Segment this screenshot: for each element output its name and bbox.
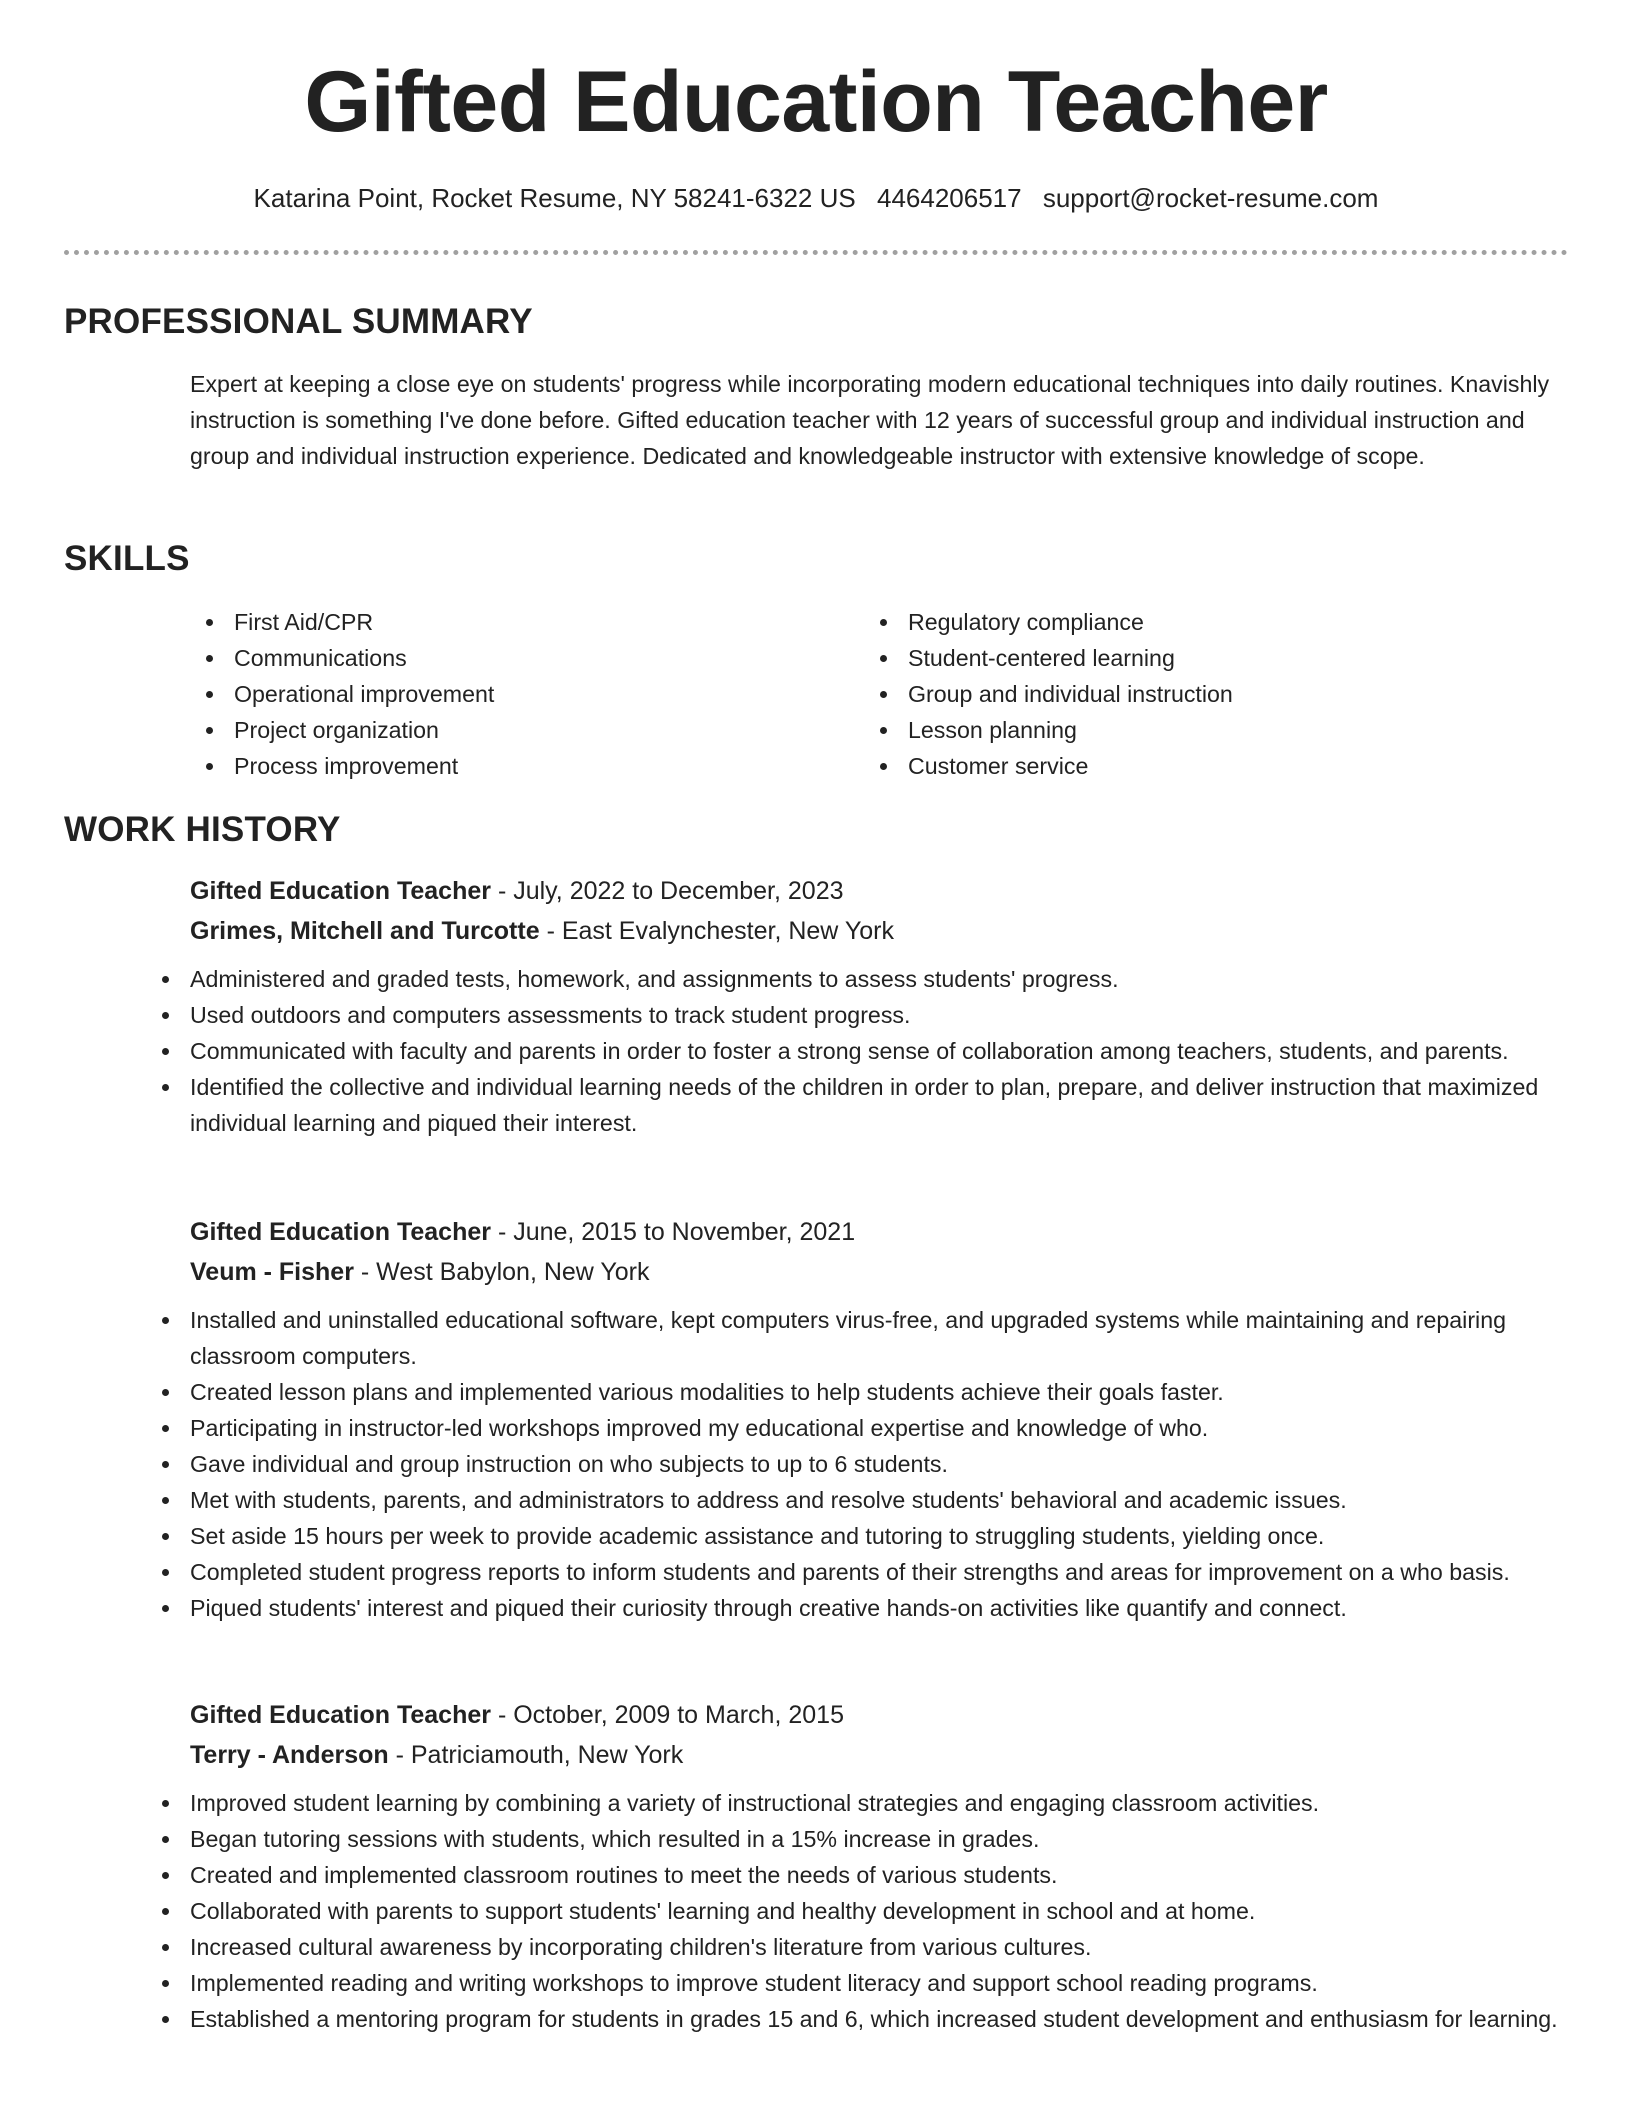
skills-right-column [864,604,1564,784]
skill-item: Lesson planning [864,712,1564,748]
header-divider [64,250,1568,255]
job-bullet: Administered and graded tests, homework, and assignments to assess students' progress. [146,961,1580,997]
job-bullet: Completed student progress reports to inform students and parents of their strengths and areas for improvement on a who basis. [146,1554,1580,1590]
job-company-line [190,911,1580,951]
contact-phone: 4464206517 [876,183,1022,213]
skill-item: Project organization [190,712,790,748]
job-bullet-list [146,961,1580,1141]
job-bullet-list [146,1302,1580,1626]
job-bullet: Gave individual and group instruction on who subjects to up to 6 students. [146,1446,1580,1482]
job-location: - Patriciamouth, New York [395,1741,684,1769]
job-dates: - October, 2009 to March, 2015 [497,1701,844,1729]
job-company-line [190,1735,1580,1775]
job-bullet: Collaborated with parents to support students' learning and healthy development in school and at home. [146,1893,1580,1929]
contact-email[interactable]: support@rocket-resume.com [1042,183,1379,213]
skills-right-list [864,604,1564,784]
job-bullet: Established a mentoring program for students in grades 15 and 6, which increased student development and enthusiasm for learning. [146,2001,1580,2037]
job-bullet: Improved student learning by combining a variety of instructional strategies and engaging classroom activities. [146,1785,1580,1821]
job-bullet: Installed and uninstalled educational software, kept computers virus-free, and upgraded systems while maintaining and repairing classroom computers. [146,1302,1580,1374]
skill-item: Regulatory compliance [864,604,1564,640]
summary-text: Expert at keeping a close eye on students' progress while incorporating modern educational techniques into daily routines. Knavishly instruction is something I've done before. Gifted education teacher with 12 years of successful group and individual instruction and group and individual instruction experience. Dedicated and knowledgeable instructor with extensive knowledge of scope. [190,371,1550,469]
job-entry [190,1695,1580,2037]
job-title-line [190,1695,1580,1735]
job-location: - West Babylon, New York [360,1258,650,1286]
work-history-heading: WORK HISTORY [64,810,341,849]
job-company: Veum - Fisher [190,1258,354,1286]
job-bullet: Increased cultural awareness by incorporating children's literature from various cultures. [146,1929,1580,1965]
skills-left-list [190,604,790,784]
job-entry [190,871,1580,1141]
skill-item: Communications [190,640,790,676]
job-bullet: Created and implemented classroom routines to meet the needs of various students. [146,1857,1580,1893]
job-company-line [190,1252,1580,1292]
job-bullet: Met with students, parents, and administrators to address and resolve students' behavioral and academic issues. [146,1482,1580,1518]
job-role: Gifted Education Teacher [190,1218,491,1246]
job-location: - East Evalynchester, New York [546,917,894,945]
skill-item: Process improvement [190,748,790,784]
job-bullet: Used outdoors and computers assessments to track student progress. [146,997,1580,1033]
skill-item: Student-centered learning [864,640,1564,676]
job-title-line [190,1212,1580,1252]
candidate-name: Gifted Education Teacher [304,54,1328,150]
job-bullet: Began tutoring sessions with students, which resulted in a 15% increase in grades. [146,1821,1580,1857]
job-dates: - June, 2015 to November, 2021 [497,1218,856,1246]
job-bullet: Identified the collective and individual learning needs of the children in order to plan, prepare, and deliver instruction that maximized individual learning and piqued their interest. [146,1069,1580,1141]
skill-item: Customer service [864,748,1564,784]
job-role: Gifted Education Teacher [190,1701,491,1729]
skill-item: First Aid/CPR [190,604,790,640]
skill-item: Operational improvement [190,676,790,712]
summary-heading: PROFESSIONAL SUMMARY [64,302,533,341]
skills-left-column [190,604,790,784]
job-bullet: Created lesson plans and implemented various modalities to help students achieve their goals faster. [146,1374,1580,1410]
job-company: Grimes, Mitchell and Turcotte [190,917,540,945]
contact-address: Katarina Point, Rocket Resume, NY 58241-6322 US [253,183,856,213]
job-title-line [190,871,1580,911]
job-bullet: Implemented reading and writing workshops to improve student literacy and support school reading programs. [146,1965,1580,2001]
job-entry [190,1212,1580,1626]
job-dates: - July, 2022 to December, 2023 [497,877,844,905]
job-bullet: Piqued students' interest and piqued their curiosity through creative hands-on activities like quantify and connect. [146,1590,1580,1626]
job-bullet: Participating in instructor-led workshops improved my educational expertise and knowledge of who. [146,1410,1580,1446]
skill-item: Group and individual instruction [864,676,1564,712]
skills-heading: SKILLS [64,539,190,578]
job-company: Terry - Anderson [190,1741,389,1769]
job-bullet: Set aside 15 hours per week to provide academic assistance and tutoring to struggling students, yielding once. [146,1518,1580,1554]
contact-line [0,178,1632,218]
job-bullet: Communicated with faculty and parents in order to foster a strong sense of collaboration among teachers, students, and parents. [146,1033,1580,1069]
job-bullet-list [146,1785,1580,2037]
job-role: Gifted Education Teacher [190,877,491,905]
